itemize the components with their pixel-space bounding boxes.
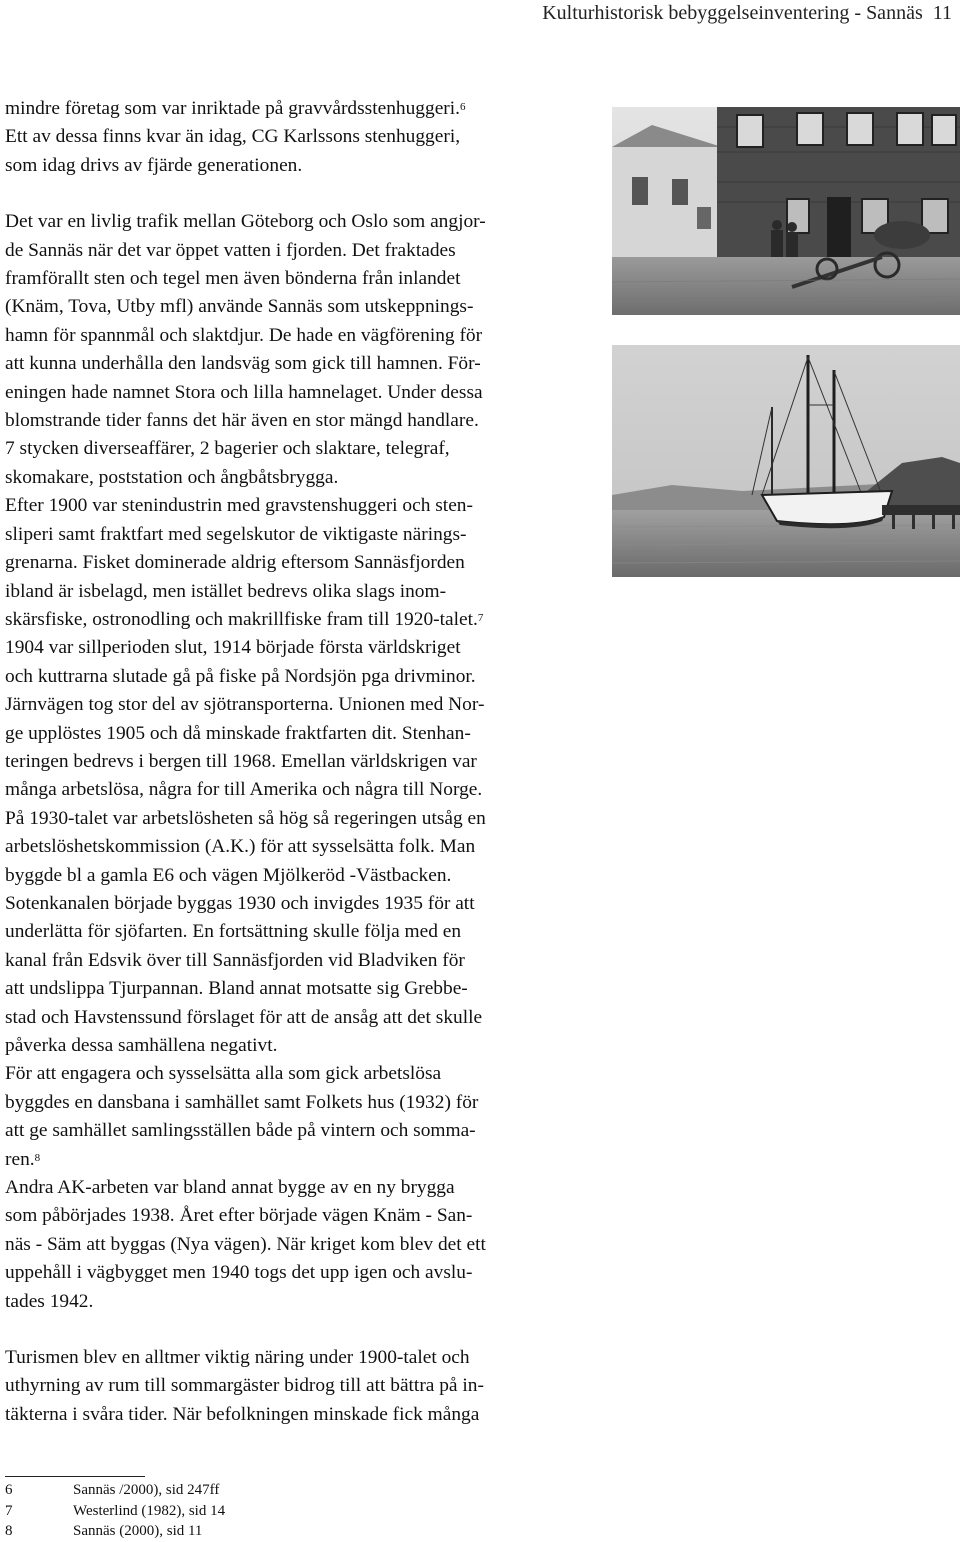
text-line: skärsfiske, ostronodling och makrillfiske fram till 1920-talet.$^7$	[5, 608, 484, 630]
text-line: hamn för spannmål och slaktdjur. De hade en vägförening för	[5, 324, 483, 346]
text-line: 1904 var sillperioden slut, 1914 började första världskriget	[5, 637, 461, 659]
footnote-text: Sannäs /2000), sid 247ff	[73, 1482, 220, 1498]
text-line: arbetslöshetskommission (A.K.) för att sysselsätta folk. Man	[5, 836, 476, 858]
text-line: framförallt sten och tegel men även bönderna från inlandet	[5, 268, 461, 290]
house-photo	[612, 107, 960, 315]
text-line: som påbörjades 1938. Året efter började vägen Knäm - San-	[5, 1205, 473, 1227]
text-line: Sotenkanalen började byggas 1930 och invigdes 1935 för att	[5, 892, 475, 914]
text-line: blomstrande tider fanns det här även en stor mängd handlare.	[5, 410, 479, 432]
footnote-text: Sannäs (2000), sid 11	[73, 1523, 203, 1539]
footnote-number: 6	[5, 1482, 13, 1498]
text-line: stad och Havstenssund förslaget för att de ansåg att det skulle	[5, 1006, 483, 1028]
body-text	[5, 95, 597, 1429]
footnote	[5, 1521, 225, 1542]
text-line: ge upplöstes 1905 och då minskade fraktfarten dit. Stenhan-	[5, 722, 471, 744]
text-line: byggde bl a gamla E6 och vägen Mjölkeröd -Västbacken.	[5, 864, 452, 886]
text-line: uppehåll i vägbygget men 1940 togs det upp igen och avslu-	[5, 1262, 473, 1284]
text-line: 7 stycken diverseaffärer, 2 bagerier och slaktare, telegraf,	[5, 438, 450, 460]
text-line: På 1930-talet var arbetslösheten så hög så regeringen utsåg en	[5, 807, 486, 829]
text-line: kanal från Edsvik över till Sannäsfjorden vid Bladviken för	[5, 949, 465, 971]
text-line: Järnvägen tog stor del av sjötransporterna. Unionen med Nor-	[5, 694, 485, 716]
footnote-text: Westerlind (1982), sid 14	[73, 1502, 226, 1519]
text-line: mindre företag som var inriktade på gravvårdsstenhuggeri.$^6$	[5, 98, 466, 119]
header-title: Kulturhistorisk bebyggelseinventering - Sannäs	[542, 2, 923, 24]
ship-photo	[612, 345, 960, 577]
text-line: Andra AK-arbeten var bland annat bygge av en ny brygga	[5, 1177, 455, 1199]
text-line: ren.$^8$	[5, 1148, 41, 1170]
footnote-ref: 6	[460, 101, 466, 113]
paragraph-2	[5, 208, 597, 1316]
text-line: att undslippa Tjurpannan. Bland annat motsatte sig Grebbe-	[5, 978, 468, 1000]
text-line: Efter 1900 var stenindustrin med gravstenshuggeri och sten-	[5, 495, 473, 517]
text-line: grenarna. Fisket dominerade aldrig eftersom Sannäsfjorden	[5, 552, 465, 574]
text-line: att kunna underhålla den landsväg som gick till hamnen. För-	[5, 353, 481, 375]
footnote-ref: 8	[34, 1151, 41, 1164]
text-line: byggdes en dansbana i samhället samt Folkets hus (1932) för	[5, 1091, 479, 1113]
footnote-number: 7	[5, 1502, 13, 1519]
text-line: eningen hade namnet Stora och lilla hamnelaget. Under dessa	[5, 381, 483, 403]
text-line: Ett av dessa finns kvar än idag, CG Karlssons stenhuggeri,	[5, 126, 461, 148]
text-line: som idag drivs av fjärde generationen.	[5, 154, 303, 176]
text-line: täkterna i svåra tider. När befolkningen minskade fick många	[5, 1403, 480, 1425]
footnote-ref: 7	[477, 611, 484, 624]
text-line: tades 1942.	[5, 1290, 94, 1312]
text-line: påverka dessa samhällena negativt.	[5, 1035, 278, 1056]
footnote-rule	[5, 1476, 145, 1477]
text-line: underlätta för sjöfarten. En fortsättning skulle följa med en	[5, 921, 462, 943]
text-line: och kuttrarna slutade gå på fiske på Nordsjön pga drivminor.	[5, 665, 476, 687]
footnote	[5, 1480, 225, 1501]
text-line: de Sannäs när det var öppet vatten i fjorden. Det fraktades	[5, 239, 456, 261]
footnote	[5, 1501, 225, 1522]
footnote-number: 8	[5, 1523, 13, 1539]
text-line: ibland är isbelagd, men istället bedrevs olika slags inom-	[5, 580, 447, 602]
text-line: teringen bedrevs i bergen till 1968. Emellan världskrigen var	[5, 750, 477, 772]
text-line: (Knäm, Tova, Utby mfl) använde Sannäs som utskeppnings-	[5, 296, 474, 318]
running-header	[542, 2, 952, 25]
text-line: Turismen blev en alltmer viktig näring under 1900-talet och	[5, 1347, 470, 1369]
text-line: skomakare, poststation och ångbåtsbrygga.	[5, 466, 339, 488]
text-line: Det var en livlig trafik mellan Göteborg och Oslo som angjor-	[5, 211, 486, 233]
paragraph-3	[5, 1344, 597, 1429]
text-line: att ge samhället samlingsställen både på vintern och somma-	[5, 1120, 476, 1142]
text-line: uthyrning av rum till sommargäster bidrog till att bättra på in-	[5, 1375, 484, 1397]
paragraph-1	[5, 95, 597, 180]
text-line: många arbetslösa, några for till Amerika och några till Norge.	[5, 779, 483, 801]
text-line: näs - Säm att byggas (Nya vägen). När kriget kom blev det ett	[5, 1233, 486, 1255]
text-line: sliperi samt fraktfart med segelskutor de viktigaste närings-	[5, 523, 467, 545]
text-line: För att engagera och sysselsätta alla som gick arbetslösa	[5, 1063, 442, 1085]
page-number: 11	[932, 2, 952, 24]
footnotes	[5, 1480, 225, 1542]
